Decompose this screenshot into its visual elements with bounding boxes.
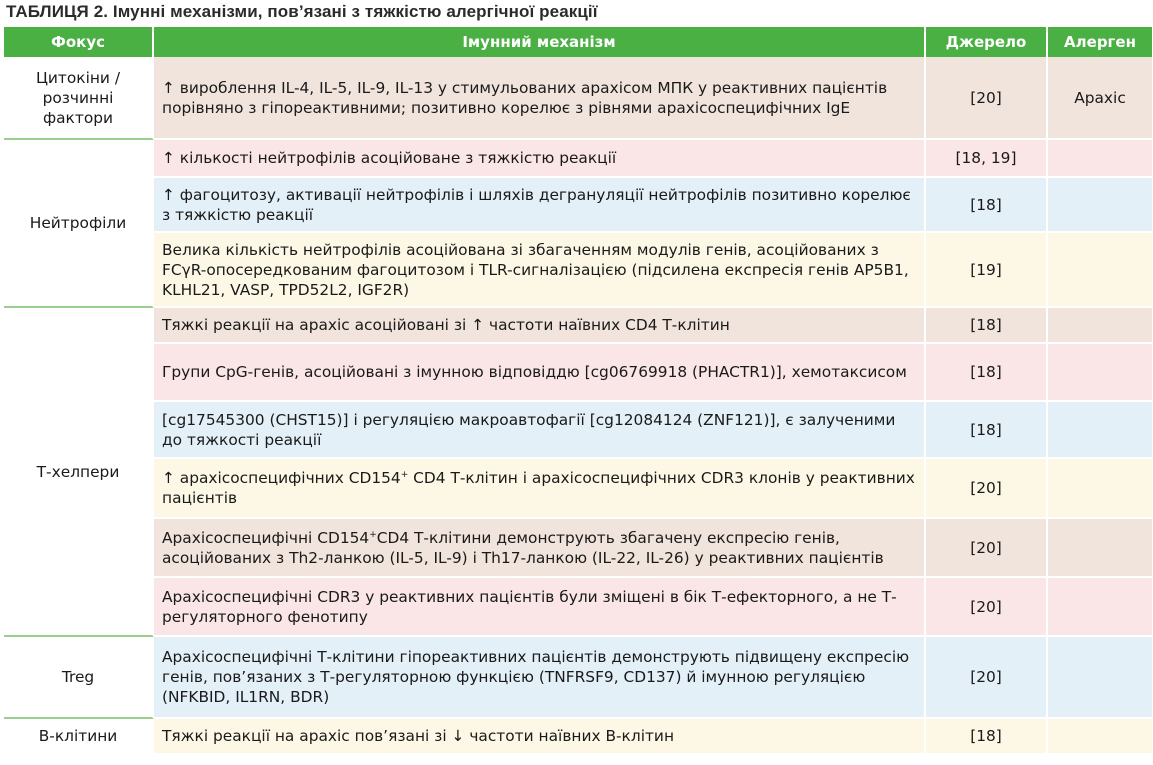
focus-cell: В-клітини [4, 719, 154, 755]
table-row [4, 719, 1152, 755]
mechanism-cell [154, 459, 926, 519]
focus-cell: Treg [4, 637, 154, 719]
table-row [4, 178, 1152, 233]
mechanism-cell: ↑ фагоцитозу, активації нейтрофілів і шляхів дегрануляції нейтрофілів позитивно корелює з тяжкістю реакції [154, 178, 926, 233]
header-focus: Фокус [4, 27, 154, 57]
focus-cell: Цитокіни / розчинні фактори [4, 57, 154, 140]
source-cell: [20] [926, 57, 1048, 140]
header-row [4, 27, 1152, 57]
source-cell: [20] [926, 578, 1048, 637]
superscript-plus: + [400, 469, 409, 480]
table-row [4, 344, 1152, 402]
table-row [4, 459, 1152, 519]
allergen-cell-empty [1048, 140, 1152, 178]
source-cell: [18] [926, 178, 1048, 233]
allergen-cell-empty [1048, 719, 1152, 755]
table-row [4, 578, 1152, 637]
mechanism-text-b: CD4 Т-клітини демонструють збагачену експресію генів, асоційованих з Th2-ланкою (IL-5, IL-9) і Th17-ланкою (IL-22, IL-26) у реактивних пацієнтів [162, 528, 884, 567]
mechanism-text-a: Арахісоспецифічні CD154 [162, 528, 370, 547]
immune-mechanisms-table [4, 27, 1152, 755]
mechanism-cell: Велика кількість нейтрофілів асоційована зі збагаченням модулів генів, асоційованих з FCγR-опосередкованим фагоцитозом і TLR-сигналізацією (підсилена експресія генів AP5B1, KLHL21, VASP, TPD52L2, IGF2R) [154, 233, 926, 308]
source-cell: [20] [926, 637, 1048, 719]
allergen-cell-empty [1048, 637, 1152, 719]
table-row [4, 637, 1152, 719]
allergen-cell-empty [1048, 308, 1152, 344]
mechanism-cell: ↑ кількості нейтрофілів асоційоване з тяжкістю реакції [154, 140, 926, 178]
allergen-cell-empty [1048, 459, 1152, 519]
focus-cell: Нейтрофіли [4, 140, 154, 308]
mechanism-cell: [cg17545300 (CHST15)] і регуляцією макроавтофагії [cg12084124 (ZNF121)], є залученими до тяжкості реакції [154, 402, 926, 459]
table-row [4, 519, 1152, 578]
allergen-cell-empty [1048, 178, 1152, 233]
mechanism-cell: Тяжкі реакції на арахіс пов’язані зі ↓ частоти наївних В-клітин [154, 719, 926, 755]
source-cell: [18] [926, 344, 1048, 402]
allergen-cell-empty [1048, 344, 1152, 402]
source-cell: [20] [926, 459, 1048, 519]
table-row [4, 233, 1152, 308]
table-row [4, 402, 1152, 459]
source-cell: [18] [926, 719, 1048, 755]
source-cell: [19] [926, 233, 1048, 308]
mechanism-text-b: CD4 Т-клітин і арахісоспецифічних CDR3 клонів у реактивних пацієнтів [162, 469, 915, 507]
allergen-cell-empty [1048, 233, 1152, 308]
superscript-plus: + [369, 529, 377, 540]
mechanism-cell: Арахісоспецифічні CDR3 у реактивних пацієнтів були зміщені в бік Т-ефекторного, а не Т-регуляторного фенотипу [154, 578, 926, 637]
allergen-cell-empty [1048, 578, 1152, 637]
table-row [4, 57, 1152, 140]
table-row [4, 308, 1152, 344]
source-cell: [18, 19] [926, 140, 1048, 178]
allergen-cell-empty [1048, 402, 1152, 459]
mechanism-cell: Арахісоспецифічні Т-клітини гіпореактивних пацієнтів демонструють підвищену експресію генів, пов’язаних з Т-регуляторною функцією (TNFRSF9, CD137) й імунною регуляцією (NFKBID, IL1RN, BDR) [154, 637, 926, 719]
allergen-cell-empty [1048, 519, 1152, 578]
source-cell: [18] [926, 308, 1048, 344]
source-cell: [18] [926, 402, 1048, 459]
header-mechanism: Імунний механізм [154, 27, 926, 57]
focus-cell: Т-хелпери [4, 308, 154, 637]
header-allergen: Алерген [1048, 27, 1152, 57]
mechanism-cell: Групи CpG-генів, асоційовані з імунною відповіддю [cg06769918 (PHACTR1)], хемотаксисом [154, 344, 926, 402]
mechanism-text-a: ↑ арахісоспецифічних CD154 [162, 469, 401, 487]
source-cell: [20] [926, 519, 1048, 578]
table-row [4, 140, 1152, 178]
table-title: ТАБЛИЦЯ 2. Імунні механізми, пов’язані з тяжкістю алергічної реакції [6, 2, 598, 21]
mechanism-cell: Тяжкі реакції на арахіс асоційовані зі ↑ частоти наївних CD4 Т-клітин [154, 308, 926, 344]
allergen-cell: Арахіс [1048, 57, 1152, 140]
mechanism-cell: ↑ вироблення IL-4, IL-5, IL-9, IL-13 у стимульованих арахісом МПК у реактивних пацієнтів порівняно з гіпореактивними; позитивно корелює з рівнями арахісоспецифічних IgE [154, 57, 926, 140]
header-source: Джерело [926, 27, 1048, 57]
mechanism-cell [154, 519, 926, 578]
